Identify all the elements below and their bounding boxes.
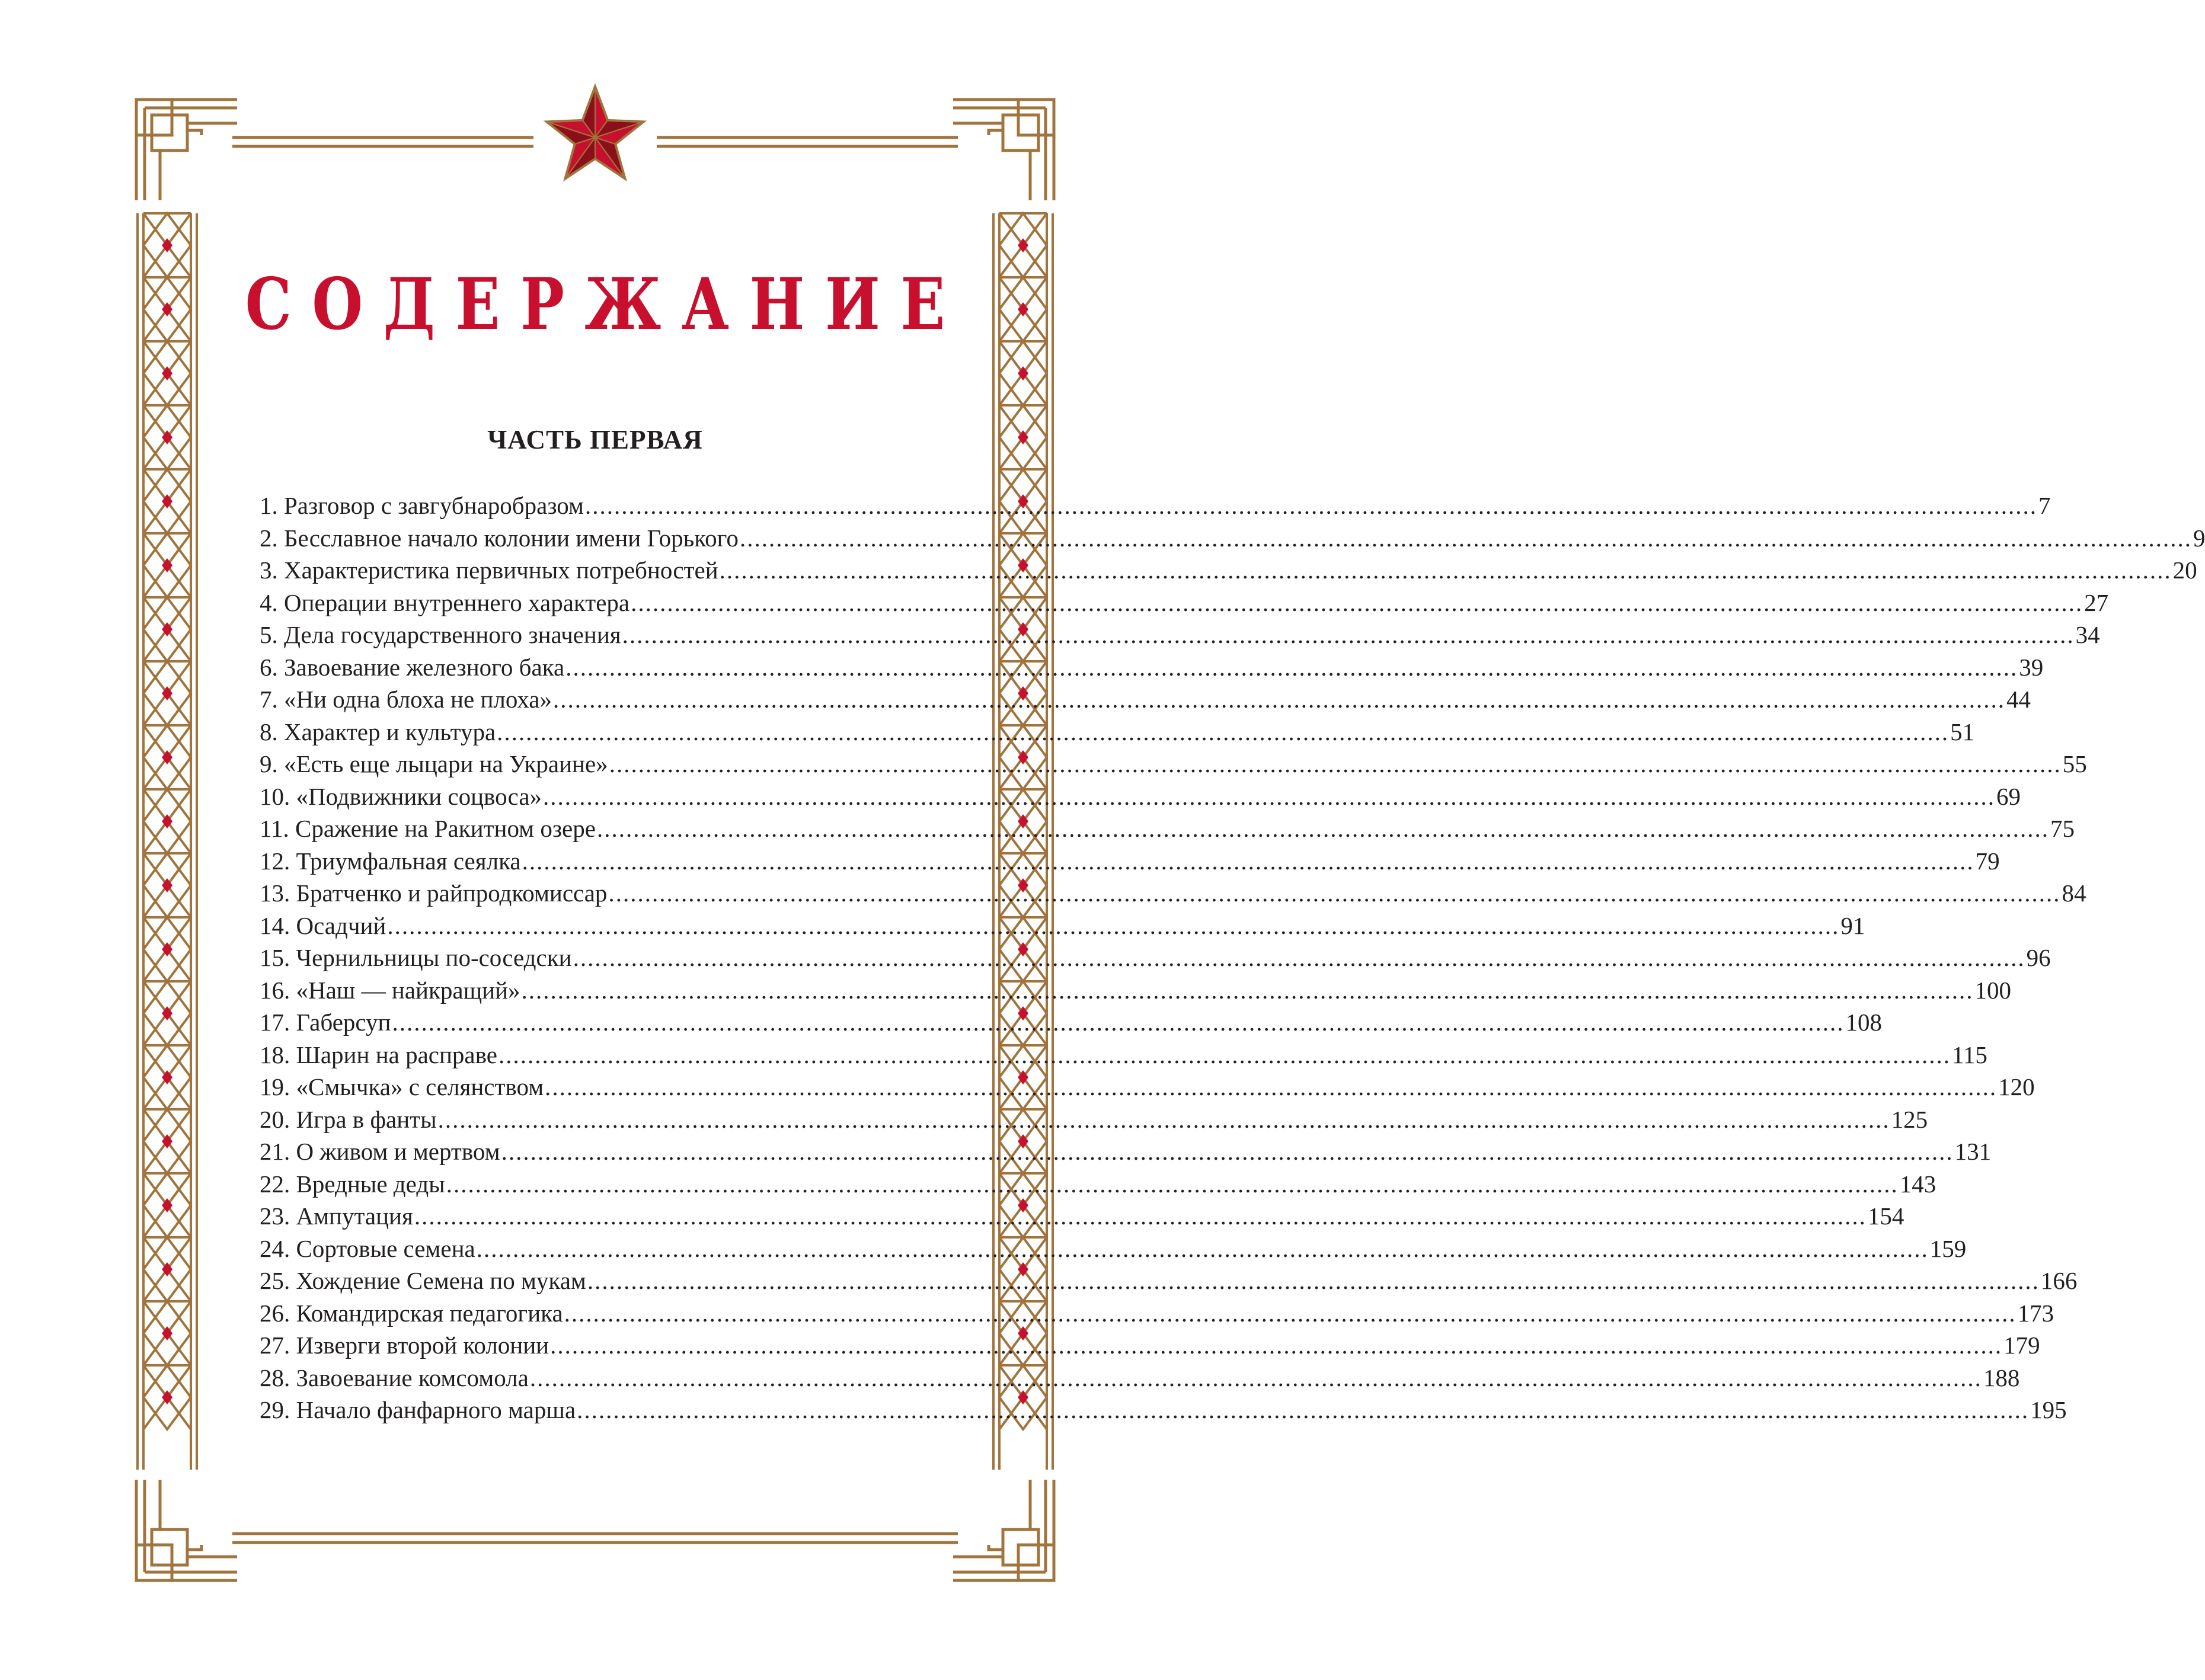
toc-entry-page: 7 xyxy=(2038,492,2051,519)
toc-entry-page: 9 xyxy=(2193,524,2205,552)
toc-entry-title: 18. Шарин на расправе xyxy=(260,1041,497,1068)
top-border-left xyxy=(232,137,533,146)
toc-entry-title: 12. Триумфальная сеялка xyxy=(260,847,521,875)
toc-dot-leader: ........................................................................................................................................................................................................ xyxy=(497,718,1950,745)
toc-entry-page: 195 xyxy=(2030,1396,2067,1423)
toc-entry xyxy=(260,554,2197,587)
toc-entry-title: 24. Сортовые семена xyxy=(260,1234,475,1262)
toc-entry-page: 173 xyxy=(2017,1299,2054,1327)
toc-entry-title: 14. Осадчий xyxy=(260,911,386,939)
toc-entry-title: 26. Командирская педагогика xyxy=(260,1299,563,1327)
toc-dot-leader: ........................................................................................................................................................................................................ xyxy=(522,847,1974,875)
toc-dot-leader: ........................................................................................................................................................................................................ xyxy=(608,879,2061,907)
corner-top-right xyxy=(953,100,1054,200)
toc-entry-page: 39 xyxy=(2019,653,2044,681)
toc-entry-page: 125 xyxy=(1891,1105,1928,1133)
toc-entry-page: 108 xyxy=(1845,1009,1882,1036)
toc-dot-leader: ........................................................................................................................................................................................................ xyxy=(545,1073,1998,1100)
toc-entry xyxy=(260,716,1975,748)
toc-entry xyxy=(260,1103,1928,1136)
corner-bottom-left xyxy=(136,1480,237,1580)
toc-entry xyxy=(260,1394,2067,1426)
part-heading: ЧАСТЬ ПЕРВАЯ xyxy=(487,425,703,455)
toc-dot-leader: ........................................................................................................................................................................................................ xyxy=(564,1299,2017,1327)
toc-entry-title: 25. Хождение Семена по мукам xyxy=(260,1267,586,1294)
toc-dot-leader: ........................................................................................................................................................................................................ xyxy=(529,1364,1982,1391)
toc-entry xyxy=(260,877,2086,910)
toc-dot-leader: ........................................................................................................................................................................................................ xyxy=(414,1202,1867,1230)
toc-entry-title: 22. Вредные деды xyxy=(260,1170,445,1198)
toc-entry xyxy=(260,1297,2054,1330)
toc-entry-title: 23. Ампутация xyxy=(260,1202,413,1230)
toc-dot-leader: ........................................................................................................................................................................................................ xyxy=(501,1138,1954,1165)
toc-entry-title: 7. «Ни одна блоха не плоха» xyxy=(260,686,552,713)
toc-entry-title: 5. Дела государственного значения xyxy=(260,621,621,648)
toc-entry-page: 120 xyxy=(1998,1073,2035,1100)
toc-entry xyxy=(260,1362,2020,1394)
toc-entry-title: 20. Игра в фанты xyxy=(260,1105,437,1133)
toc-entry-title: 3. Характеристика первичных потребностей xyxy=(260,556,718,584)
toc-entry-page: 188 xyxy=(1983,1364,2020,1391)
toc-entry xyxy=(260,1006,1882,1039)
corner-bottom-right xyxy=(953,1480,1054,1580)
toc-dot-leader: ........................................................................................................................................................................................................ xyxy=(446,1170,1899,1198)
toc-entry-page: 79 xyxy=(1975,847,2000,875)
toc-dot-leader: ........................................................................................................................................................................................................ xyxy=(437,1105,1890,1133)
toc-entry xyxy=(260,651,2044,684)
toc-entry-title: 11. Сражение на Ракитном озере xyxy=(260,815,596,842)
toc-entry xyxy=(260,942,2051,974)
toc-entry-title: 16. «Наш — найкращий» xyxy=(260,976,520,1004)
toc-dot-leader: ........................................................................................................................................................................................................ xyxy=(622,621,2075,648)
toc-dot-leader: ........................................................................................................................................................................................................ xyxy=(521,976,1974,1004)
toc-entry-page: 131 xyxy=(1954,1138,1992,1165)
toc-entry-page: 154 xyxy=(1867,1202,1904,1230)
toc-entry-page: 34 xyxy=(2075,621,2100,648)
table-of-contents xyxy=(260,489,2205,1426)
toc-entry-page: 143 xyxy=(1899,1170,1936,1198)
toc-entry-title: 1. Разговор с завгубнаробразом xyxy=(260,492,584,519)
left-border-column xyxy=(138,213,197,1470)
toc-entry-title: 8. Характер и культура xyxy=(260,718,496,745)
toc-entry xyxy=(260,812,2075,845)
toc-dot-leader: ........................................................................................................................................................................................................ xyxy=(584,492,2037,519)
toc-dot-leader: ........................................................................................................................................................................................................ xyxy=(719,556,2172,584)
toc-entry xyxy=(260,619,2100,651)
toc-entry xyxy=(260,587,2109,619)
toc-entry-page: 75 xyxy=(2050,815,2075,842)
toc-entry xyxy=(260,748,2087,780)
red-star-icon xyxy=(547,87,644,179)
toc-entry xyxy=(260,1329,2040,1362)
toc-dot-leader: ........................................................................................................................................................................................................ xyxy=(587,1267,2040,1294)
toc-dot-leader: ........................................................................................................................................................................................................ xyxy=(476,1234,1929,1262)
toc-entry-title: 4. Операции внутреннего характера xyxy=(260,588,630,616)
toc-entry-title: 2. Бесславное начало колонии имени Горького xyxy=(260,524,739,552)
toc-entry-page: 55 xyxy=(2062,750,2087,777)
toc-entry-title: 27. Изверги второй колонии xyxy=(260,1332,549,1359)
toc-entry xyxy=(260,845,2000,878)
toc-entry xyxy=(260,1200,1904,1233)
toc-entry-title: 13. Братченко и райпродкомиссар xyxy=(260,879,608,907)
toc-dot-leader: ........................................................................................................................................................................................................ xyxy=(573,944,2025,971)
toc-entry-page: 27 xyxy=(2084,588,2109,616)
toc-dot-leader: ........................................................................................................................................................................................................ xyxy=(550,1332,2003,1359)
toc-dot-leader: ........................................................................................................................................................................................................ xyxy=(609,750,2062,777)
toc-dot-leader: ........................................................................................................................................................................................................ xyxy=(739,524,2192,552)
toc-entry xyxy=(260,1071,2035,1103)
toc-entry xyxy=(260,780,2021,813)
toc-entry-title: 21. О живом и мертвом xyxy=(260,1138,500,1165)
toc-entry xyxy=(260,1233,1967,1265)
toc-entry-page: 115 xyxy=(1951,1041,1987,1068)
toc-dot-leader: ........................................................................................................................................................................................................ xyxy=(577,1396,2030,1423)
toc-entry-title: 29. Начало фанфарного марша xyxy=(260,1396,576,1423)
toc-entry xyxy=(260,1135,1992,1168)
toc-entry-title: 19. «Смычка» с селянством xyxy=(260,1073,544,1100)
page-title: СОДЕРЖАНИЕ xyxy=(245,263,966,346)
toc-dot-leader: ........................................................................................................................................................................................................ xyxy=(498,1041,1951,1068)
toc-entry-title: 6. Завоевание железного бака xyxy=(260,653,565,681)
corner-top-left xyxy=(136,100,237,200)
toc-entry-title: 17. Габерсуп xyxy=(260,1009,391,1036)
toc-entry xyxy=(260,683,2031,716)
toc-entry xyxy=(260,974,2012,1007)
toc-entry-page: 179 xyxy=(2003,1332,2040,1359)
toc-entry-title: 15. Чернильницы по-соседски xyxy=(260,944,572,971)
toc-entry-page: 91 xyxy=(1840,911,1865,939)
toc-entry-page: 84 xyxy=(2062,879,2086,907)
toc-entry xyxy=(260,1168,1936,1201)
toc-entry-page: 20 xyxy=(2172,556,2197,584)
toc-entry xyxy=(260,522,2205,555)
toc-entry-page: 100 xyxy=(1974,976,2012,1004)
bottom-border xyxy=(232,1534,958,1543)
toc-entry-page: 69 xyxy=(1996,782,2021,810)
toc-entry xyxy=(260,489,2051,522)
toc-entry xyxy=(260,1039,1987,1071)
toc-dot-leader: ........................................................................................................................................................................................................ xyxy=(543,782,1996,810)
toc-dot-leader: ........................................................................................................................................................................................................ xyxy=(552,686,2005,713)
toc-entry-page: 166 xyxy=(2040,1267,2078,1294)
toc-entry-page: 96 xyxy=(2026,944,2051,971)
toc-entry-page: 159 xyxy=(1929,1234,1967,1262)
toc-dot-leader: ........................................................................................................................................................................................................ xyxy=(392,1009,1845,1036)
toc-dot-leader: ........................................................................................................................................................................................................ xyxy=(596,815,2049,842)
toc-entry-title: 10. «Подвижники соцвоса» xyxy=(260,782,542,810)
toc-entry-page: 51 xyxy=(1950,718,1975,745)
top-border-right xyxy=(657,137,958,146)
toc-dot-leader: ........................................................................................................................................................................................................ xyxy=(565,653,2018,681)
toc-entry-title: 9. «Есть еще лыцари на Украине» xyxy=(260,750,608,777)
toc-entry xyxy=(260,910,1865,942)
toc-entry-page: 44 xyxy=(2006,686,2031,713)
toc-dot-leader: ........................................................................................................................................................................................................ xyxy=(631,588,2083,616)
toc-entry xyxy=(260,1265,2078,1297)
toc-entry-title: 28. Завоевание комсомола xyxy=(260,1364,529,1391)
toc-dot-leader: ........................................................................................................................................................................................................ xyxy=(387,911,1840,939)
